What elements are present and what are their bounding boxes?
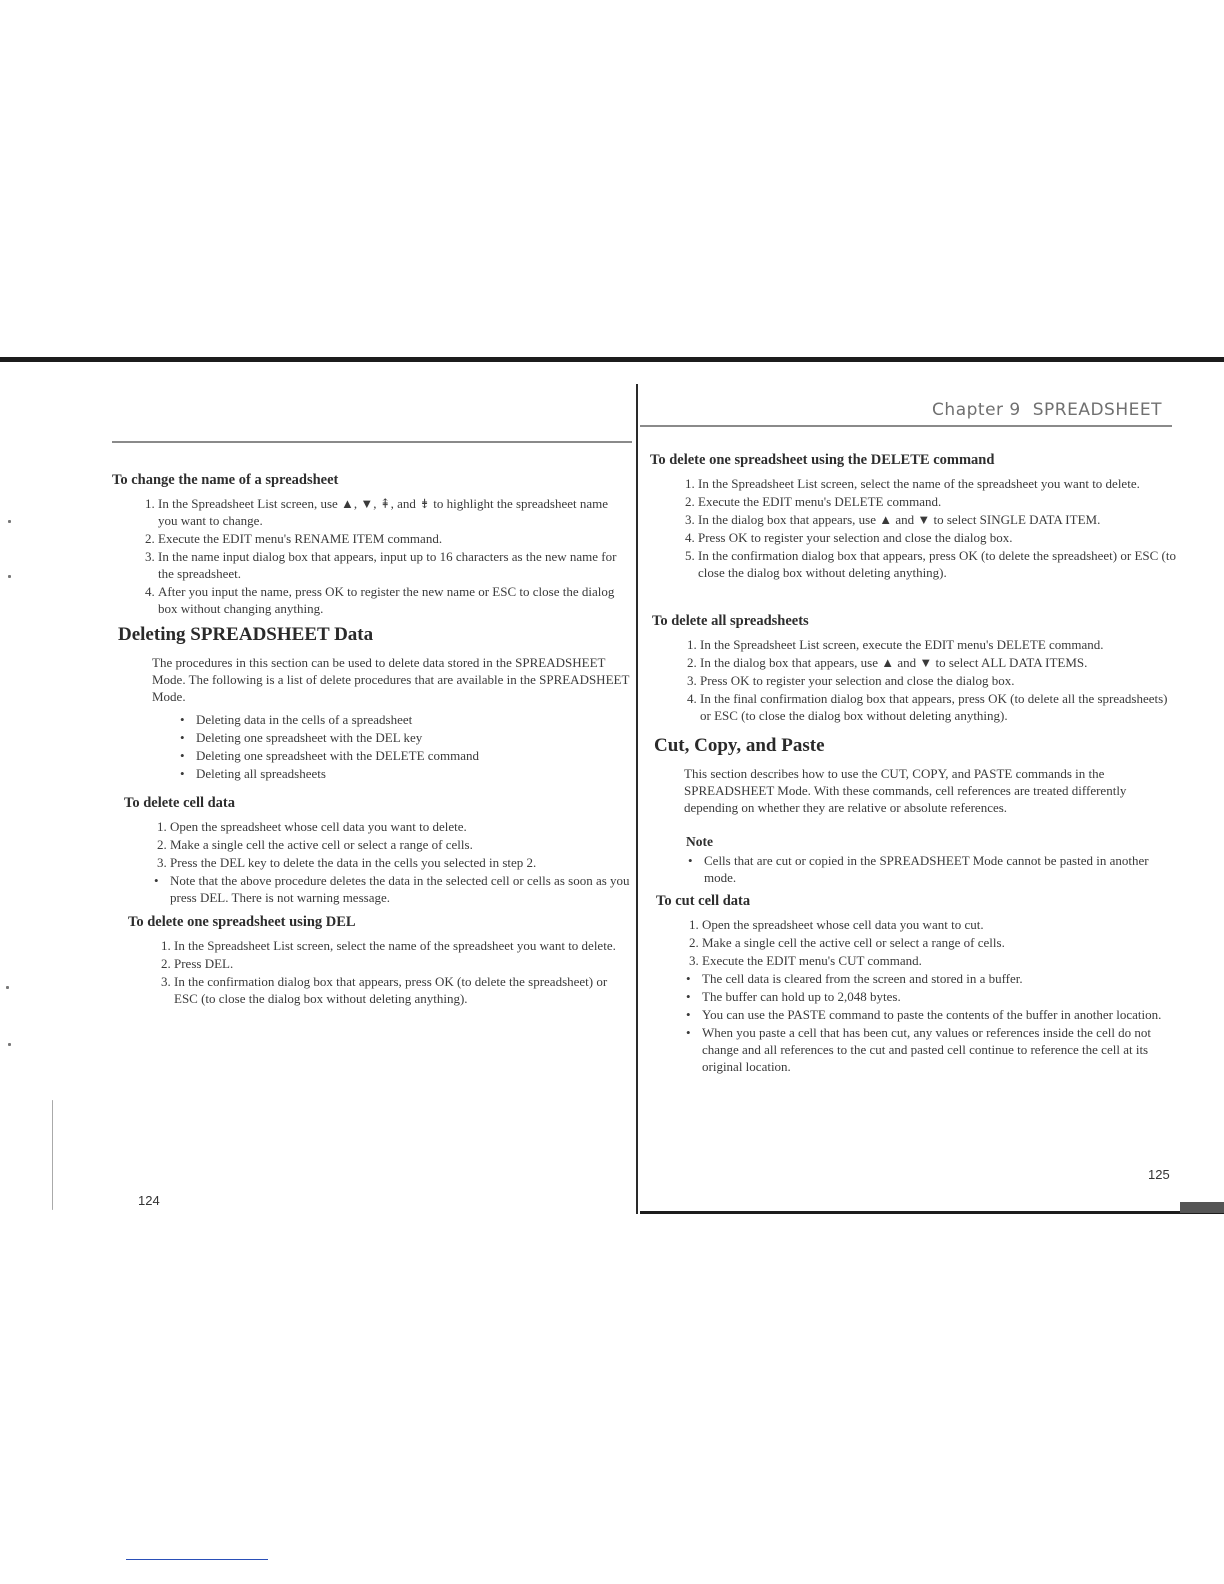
list-item: 2. Execute the EDIT menu's DELETE command. [698,493,1176,510]
delete-one-del-section [128,914,630,1008]
book-spine [636,384,638,1214]
section-heading: To delete one spreadsheet using the DELETE command [650,452,995,468]
section-heading: To change the name of a spreadsheet [112,472,339,488]
list-item: 4. In the final confirmation dialog box that appears, press OK (to delete all the spreadsheets) or ESC (to close the dialog box without deleting anything). [700,690,1178,724]
bottom-rule-corner [1180,1202,1224,1213]
section-title: Cut, Copy, and Paste [654,735,825,756]
list-item: 3. In the dialog box that appears, use ▲ and ▼ to select SINGLE DATA ITEM. [698,511,1176,528]
list-item: 1. Open the spreadsheet whose cell data you want to cut. [702,916,1178,933]
list-item: • Deleting one spreadsheet with the DEL key [196,729,630,746]
list-item: • Cells that are cut or copied in the SPREADSHEET Mode cannot be pasted in another mode. [704,852,1178,886]
list-item: 4. After you input the name, press OK to register the new name or ESC to close the dialog box without changing anything. [158,583,630,617]
cut-cell-section [656,893,1178,1076]
left-header-band [112,441,632,443]
scan-speck [8,520,11,523]
list-item: • When you paste a cell that has been cut, any values or references inside the cell do not change and all references to the cut and pasted cell continue to reference the cell at its original location. [702,1024,1178,1075]
scan-speck [8,575,11,578]
list-item: 3. In the name input dialog box that appears, input up to 16 characters as the new name for the spreadsheet. [158,548,630,582]
delete-cell-section [124,795,630,907]
page-number: 125 [1148,1167,1170,1182]
list-item: 2. Press DEL. [174,955,630,972]
list-item: 2. Make a single cell the active cell or select a range of cells. [702,934,1178,951]
step-list [112,495,630,617]
list-item: 1. In the Spreadsheet List screen, select the name of the spreadsheet you want to delete. [698,475,1176,492]
chapter-label: Chapter 9 [932,400,1021,420]
step-list [650,475,1176,581]
intro-paragraph: This section describes how to use the CUT, COPY, and PASTE commands in the SPREADSHEET Mode. With these commands, cell references are treated differently depending on whether they are relative or absolute references. [684,766,1127,815]
scan-edge-line [52,1100,53,1210]
list-item: • The buffer can hold up to 2,048 bytes. [702,988,1178,1005]
list-item: 2. In the dialog box that appears, use ▲ and ▼ to select ALL DATA ITEMS. [700,654,1178,671]
note-list [654,852,1178,886]
step-list [124,818,630,871]
rename-section [112,472,630,618]
note-list [656,970,1178,1075]
intro-paragraph: The procedures in this section can be used to delete data stored in the SPREADSHEET Mode. The following is a list of delete procedures that are available in the SPREADSHEET Mode. [152,655,630,704]
list-item: 2. Execute the EDIT menu's RENAME ITEM command. [158,530,630,547]
list-item: 1. In the Spreadsheet List screen, use ▲, ▼, ⇞, and ⇟ to highlight the spreadsheet name you want to change. [158,495,630,529]
scan-speck [6,986,9,989]
delete-one-cmd-section [650,452,1176,582]
section-heading: To delete cell data [124,795,236,811]
list-item: 3. Press OK to register your selection and close the dialog box. [700,672,1178,689]
section-heading: To cut cell data [656,893,751,909]
bullet-list [118,711,630,782]
list-item: • Deleting data in the cells of a spreadsheet [196,711,630,728]
deleting-section [118,624,630,783]
chapter-title: SPREADSHEET [1032,400,1162,420]
step-list [652,636,1178,724]
list-item: 3. Press the DEL key to delete the data in the cells you selected in step 2. [170,854,630,871]
right-header-band [640,425,1172,427]
list-item: 1. In the Spreadsheet List screen, execute the EDIT menu's DELETE command. [700,636,1178,653]
delete-all-section [652,613,1178,725]
list-item: • You can use the PASTE command to paste the contents of the buffer in another location. [702,1006,1178,1023]
list-item: 1. In the Spreadsheet List screen, select the name of the spreadsheet you want to delete. [174,937,630,954]
chapter-header [920,400,1162,420]
top-rule [0,357,1224,362]
list-item: 3. In the confirmation dialog box that appears, press OK (to delete the spreadsheet) or ESC (to close the dialog box without deleting anything). [174,973,630,1007]
list-item: 3. Execute the EDIT menu's CUT command. [702,952,1178,969]
list-item: 2. Make a single cell the active cell or select a range of cells. [170,836,630,853]
list-item: • Deleting all spreadsheets [196,765,630,782]
step-list [656,916,1178,969]
list-item: 5. In the confirmation dialog box that appears, press OK (to delete the spreadsheet) or ESC (to close the dialog box without deleting anything). [698,547,1176,581]
list-item: • The cell data is cleared from the screen and stored in a buffer. [702,970,1178,987]
section-heading: To delete all spreadsheets [652,613,809,629]
list-item: 1. Open the spreadsheet whose cell data you want to delete. [170,818,630,835]
section-heading: To delete one spreadsheet using DEL [128,914,356,930]
note-title: Note [686,834,713,849]
scan-speck [8,1043,11,1046]
bottom-rule [640,1211,1224,1214]
list-item: • Deleting one spreadsheet with the DELETE command [196,747,630,764]
section-title: Deleting SPREADSHEET Data [118,624,374,645]
list-item: 4. Press OK to register your selection and close the dialog box. [698,529,1176,546]
list-item: • Note that the above procedure deletes the data in the selected cell or cells as soon as you press DEL. There is not warning message. [170,872,630,906]
cut-copy-paste-section [654,735,1178,887]
page-number: 124 [138,1193,160,1208]
blue-scan-line [126,1559,268,1560]
note-list [124,872,630,906]
step-list [128,937,630,1007]
